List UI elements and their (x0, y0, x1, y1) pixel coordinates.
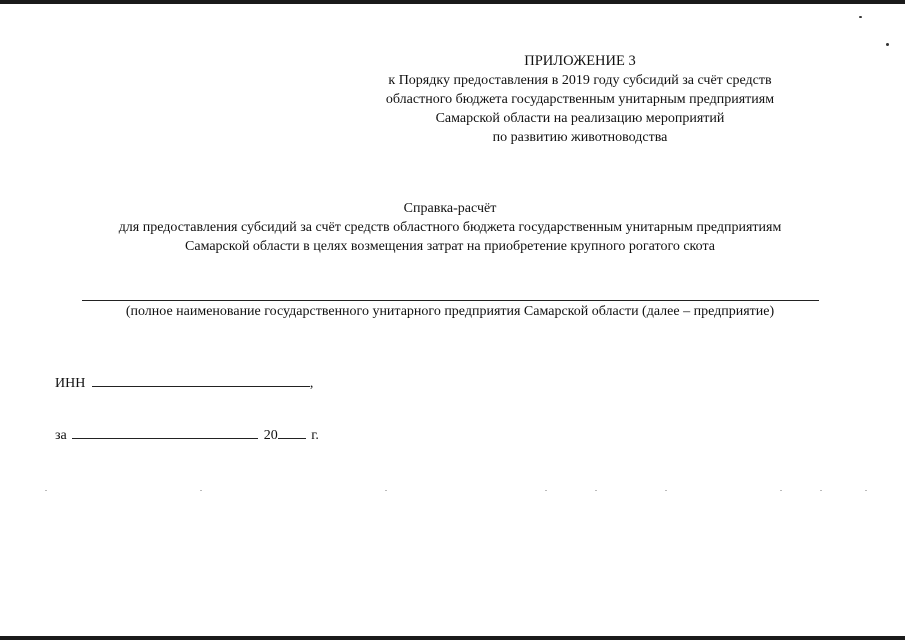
scan-dots (40, 490, 870, 492)
inn-row (55, 373, 313, 393)
enterprise-name-field[interactable] (82, 300, 819, 301)
document-title: Справка-расчёт (403, 201, 497, 216)
appendix-line: по развитию животноводства (492, 130, 668, 145)
appendix-line: к Порядку предоставления в 2019 году субсидий за счёт средств (388, 73, 772, 88)
document-title-block (40, 199, 860, 256)
scan-speck (886, 43, 889, 46)
enterprise-name-caption: (полное наименование государственного унитарного предприятия Самарской области (далее – предприятие) (125, 304, 775, 319)
period-label: за (55, 428, 67, 443)
document-subtitle: для предоставления субсидий за счёт средств областного бюджета государственным унитарным предприятиям (118, 220, 782, 235)
year-field[interactable] (278, 425, 306, 439)
scan-edge-bottom (0, 636, 905, 640)
scan-speck (859, 16, 862, 18)
year-suffix: г. (311, 428, 319, 443)
inn-suffix: , (309, 376, 314, 391)
appendix-header (340, 52, 820, 147)
period-row (55, 425, 319, 445)
period-field[interactable] (72, 425, 258, 439)
year-prefix: 20 (263, 428, 278, 443)
appendix-line: областного бюджета государственным унитарным предприятиям (385, 92, 775, 107)
inn-field[interactable] (92, 373, 310, 387)
document-subtitle: Самарской области в целях возмещения затрат на приобретение крупного рогатого скота (185, 239, 715, 254)
inn-label: ИНН (55, 376, 86, 391)
scan-edge-top (0, 0, 905, 4)
appendix-line: Самарской области на реализацию мероприятий (435, 111, 725, 126)
appendix-title: ПРИЛОЖЕНИЕ 3 (524, 53, 636, 69)
